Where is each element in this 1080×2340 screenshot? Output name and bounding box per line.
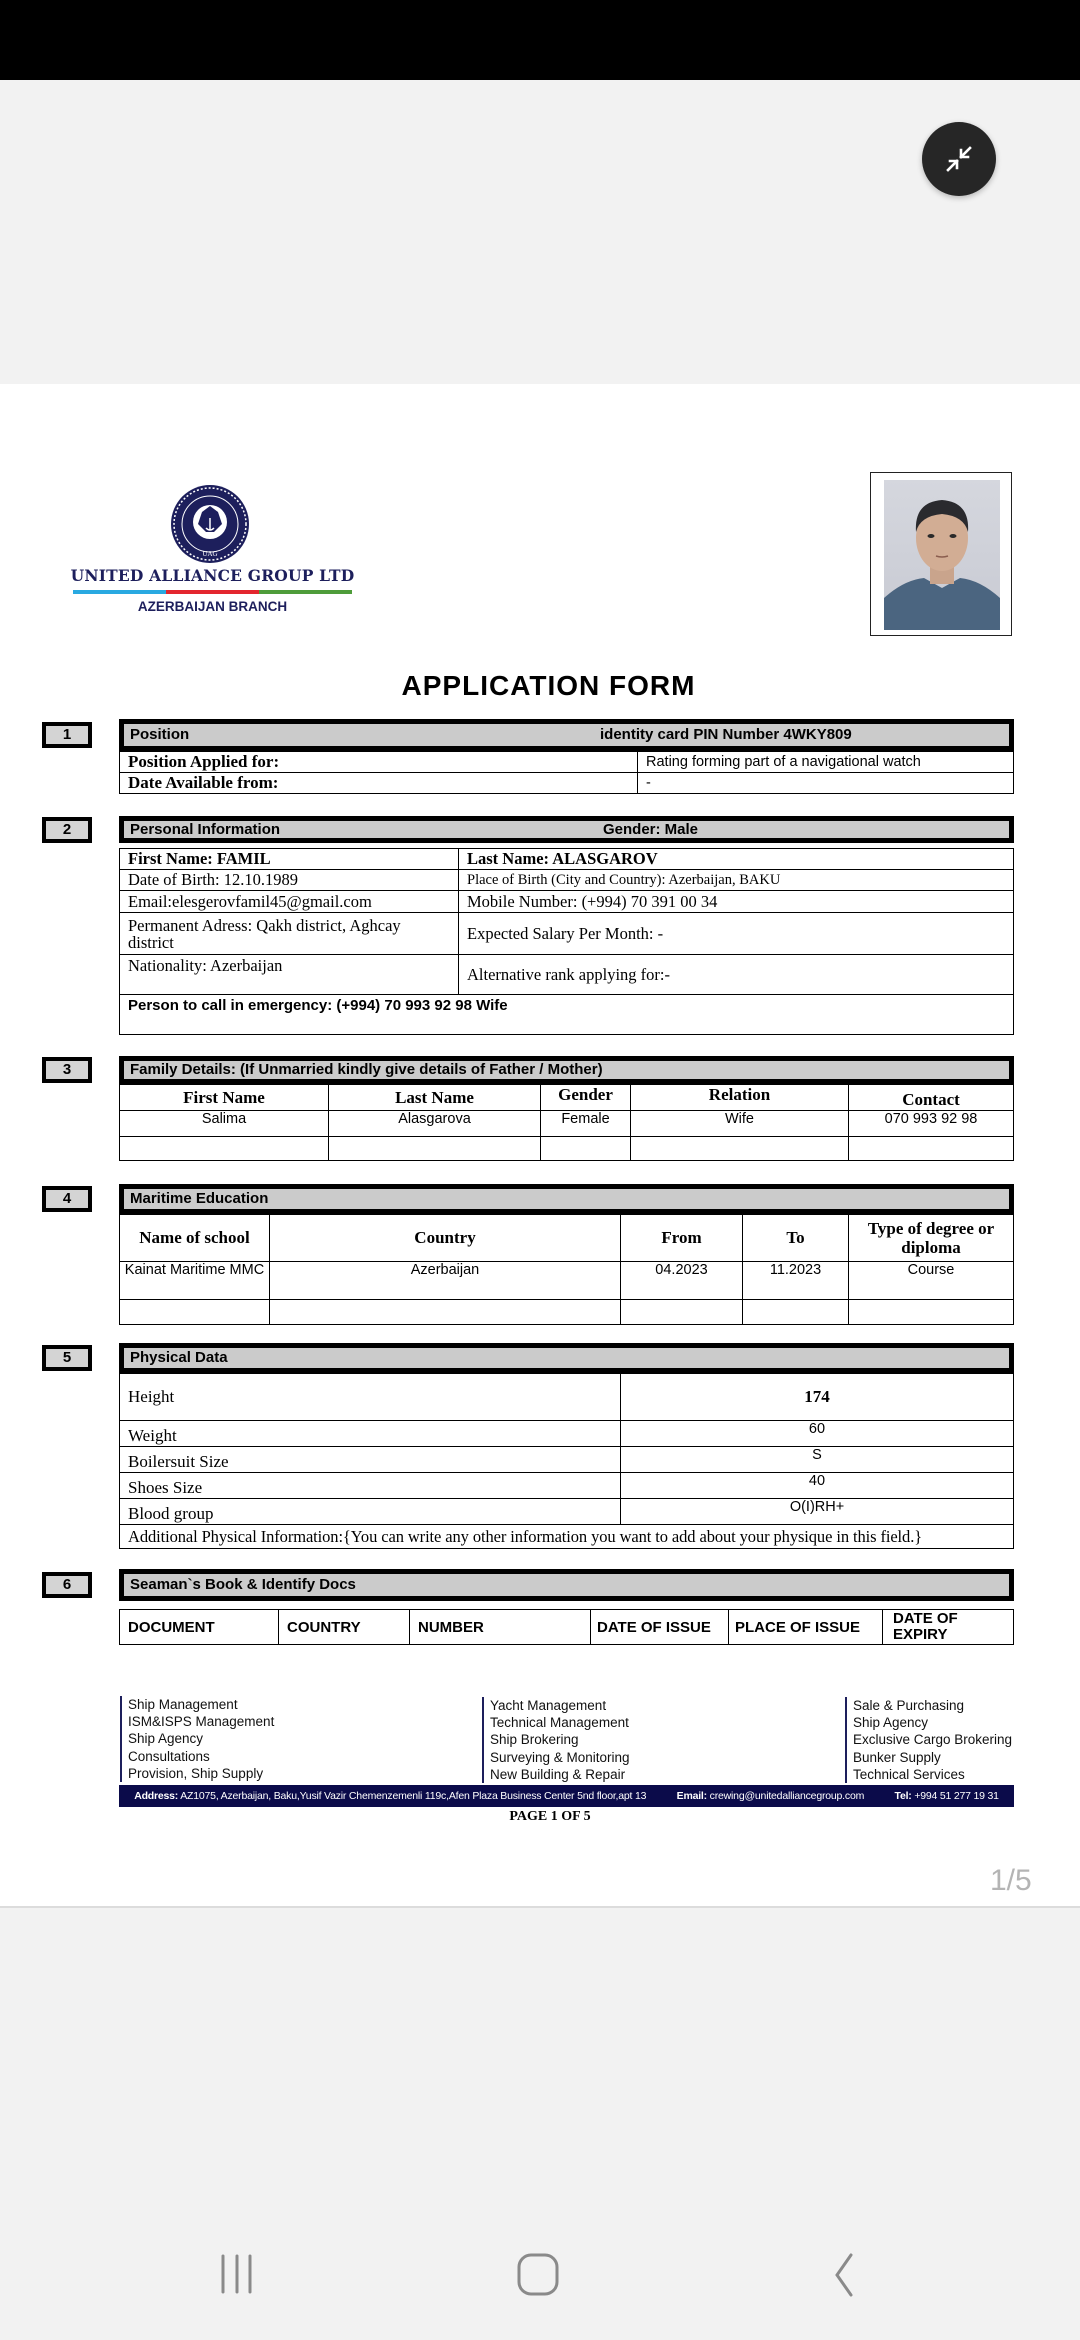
- position-applied-label: Position Applied for:: [120, 752, 638, 773]
- family-header-contact: Contact: [849, 1085, 1014, 1111]
- section-documents-header: [119, 1569, 1014, 1601]
- weight-label: Weight: [120, 1421, 621, 1447]
- footer-service: Ship Agency: [853, 1715, 929, 1731]
- collapse-button[interactable]: [922, 122, 996, 196]
- logo-color-bar: [73, 590, 352, 594]
- nationality: Nationality: Azerbaijan: [120, 955, 459, 995]
- footer-service: Technical Services: [853, 1766, 965, 1782]
- doc-header-date-of-expiry: DATE OF EXPIRY: [883, 1610, 1014, 1645]
- family-relation: Wife: [631, 1111, 849, 1137]
- doc-header-document: DOCUMENT: [120, 1610, 279, 1645]
- section-documents-title: Seaman`s Book & Identify Docs: [130, 1576, 356, 1593]
- family-header-gender: Gender: [541, 1085, 631, 1111]
- edu-school: Kainat Maritime MMC: [120, 1262, 270, 1300]
- education-row-empty: [120, 1300, 1014, 1325]
- family-empty-cell: [631, 1137, 849, 1161]
- footer-service: New Building & Repair: [490, 1766, 626, 1782]
- physical-table: [119, 1373, 1014, 1549]
- footer-address-text: AZ1075, Azerbaijan, Baku,Yusif Vazir Chemenzemenli 119c,Afen Plaza Business Center 5nd floor,apt 13: [180, 1790, 647, 1802]
- blood-group-label: Blood group: [120, 1499, 621, 1525]
- edu-empty-cell: [621, 1300, 743, 1325]
- date-available-label: Date Available from:: [120, 773, 638, 794]
- weight-value: 60: [621, 1421, 1014, 1447]
- section-1-number: 1: [42, 722, 92, 748]
- shoes-size-value: 40: [621, 1473, 1014, 1499]
- documents-table: [119, 1609, 1014, 1645]
- recents-icon[interactable]: [215, 2252, 259, 2296]
- footer-address: [134, 1790, 646, 1802]
- footer-services-col-1: [120, 1696, 274, 1782]
- footer-contact-bar: [119, 1785, 1014, 1807]
- company-name: UNITED ALLIANCE GROUP LTD: [70, 566, 355, 585]
- section-position-title: Position: [130, 726, 190, 743]
- section-6-number: 6: [42, 1572, 92, 1598]
- section-education-header: [119, 1184, 1014, 1214]
- emergency-contact: Person to call in emergency: (+994) 70 993 92 98 Wife: [120, 995, 1014, 1035]
- status-bar: [0, 0, 1080, 80]
- family-empty-cell: [849, 1137, 1014, 1161]
- doc-header-country: COUNTRY: [279, 1610, 410, 1645]
- mobile-number: Mobile Number: (+994) 70 391 00 34: [459, 891, 1014, 913]
- footer-tel: [895, 1790, 999, 1802]
- section-personal-header: [119, 816, 1014, 843]
- company-branch: AZERBAIJAN BRANCH: [137, 599, 288, 614]
- collapse-arrows-icon: [944, 144, 974, 174]
- id-pin-number: identity card PIN Number 4WKY809: [600, 726, 852, 743]
- footer-email-label: Email:: [676, 1790, 707, 1802]
- permanent-address: Permanent Adress: Qakh district, Aghcay district: [120, 913, 459, 955]
- family-header-relation: Relation: [631, 1085, 849, 1111]
- page-label: PAGE 1 OF 5: [509, 1809, 591, 1824]
- edu-degree: Course: [849, 1262, 1014, 1300]
- footer-tel-label: Tel:: [894, 1790, 912, 1802]
- additional-physical-info-text: Additional Physical Information:{You can write any other information you want to add about your physique in this field.}: [128, 1526, 923, 1546]
- footer-tel-text: +994 51 277 19 31: [914, 1790, 999, 1802]
- last-name: Last Name: ALASGAROV: [459, 849, 1014, 870]
- family-gender: Female: [541, 1111, 631, 1137]
- family-first-name: Salima: [120, 1111, 329, 1137]
- height-label: Height: [120, 1374, 621, 1421]
- edu-header-country: Country: [270, 1215, 621, 1262]
- edu-empty-cell: [743, 1300, 849, 1325]
- education-row: [120, 1262, 1014, 1300]
- place-of-birth: Place of Birth (City and Country): Azerbaijan, BAKU: [459, 870, 1014, 891]
- blood-group-value: O(I)RH+: [621, 1499, 1014, 1525]
- family-row-empty: [120, 1137, 1014, 1161]
- additional-physical-info: [120, 1525, 1014, 1549]
- family-empty-cell: [329, 1137, 541, 1161]
- edu-header-degree: Type of degree or diploma: [849, 1215, 1014, 1262]
- email: Email:elesgerovfamil45@gmail.com: [120, 891, 459, 913]
- footer-service: Technical Management: [490, 1715, 629, 1731]
- footer-service: Exclusive Cargo Brokering: [853, 1732, 1013, 1748]
- section-family-header: [119, 1056, 1014, 1084]
- footer-service: ISM&ISPS Management: [128, 1714, 275, 1730]
- edu-empty-cell: [120, 1300, 270, 1325]
- section-family-title: Family Details: (If Unmarried kindly give details of Father / Mother): [130, 1061, 603, 1078]
- company-seal-icon: [170, 484, 250, 564]
- gender-value: Gender: Male: [603, 821, 699, 838]
- footer-service: Consultations: [128, 1748, 210, 1764]
- section-4-number: 4: [42, 1186, 92, 1212]
- section-position-header: [119, 719, 1014, 751]
- footer-service: Ship Brokering: [490, 1732, 579, 1748]
- footer-services-col-3: [845, 1697, 1012, 1783]
- section-physical-header: [119, 1343, 1014, 1373]
- family-table: [119, 1084, 1014, 1161]
- education-table: [119, 1214, 1014, 1325]
- position-table: [119, 751, 1014, 794]
- section-3-number: 3: [42, 1057, 92, 1083]
- footer-email: [677, 1790, 865, 1802]
- back-icon[interactable]: [825, 2252, 861, 2298]
- section-2-number: 2: [42, 817, 92, 843]
- footer-service: Ship Agency: [128, 1731, 204, 1747]
- edu-country: Azerbaijan: [270, 1262, 621, 1300]
- edu-to: 11.2023: [743, 1262, 849, 1300]
- viewer-top-area: [0, 80, 1080, 384]
- footer-service: Sale & Purchasing: [853, 1698, 965, 1713]
- footer-email-text: crewing@unitedalliancegroup.com: [709, 1790, 865, 1802]
- family-header-first-name: First Name: [120, 1085, 329, 1111]
- family-empty-cell: [120, 1137, 329, 1161]
- position-applied-value: Rating forming part of a navigational watch: [638, 752, 1014, 773]
- section-education-title: Maritime Education: [130, 1190, 269, 1207]
- section-5-number: 5: [42, 1345, 92, 1371]
- applicant-photo: [884, 480, 1000, 630]
- edu-header-to: To: [743, 1215, 849, 1262]
- section-physical-title: Physical Data: [130, 1349, 228, 1366]
- family-last-name: Alasgarova: [329, 1111, 541, 1137]
- family-empty-cell: [541, 1137, 631, 1161]
- family-contact: 070 993 92 98: [849, 1111, 1014, 1137]
- edu-header-from: From: [621, 1215, 743, 1262]
- footer-services-col-2: [482, 1697, 630, 1783]
- edu-from: 04.2023: [621, 1262, 743, 1300]
- boilersuit-value: S: [621, 1447, 1014, 1473]
- date-of-birth: Date of Birth: 12.10.1989: [120, 870, 459, 891]
- edu-empty-cell: [270, 1300, 621, 1325]
- footer-service: Ship Management: [128, 1697, 238, 1712]
- seal-abbr: UAG: [202, 550, 218, 558]
- form-title: APPLICATION FORM: [401, 670, 696, 701]
- boilersuit-label: Boilersuit Size: [120, 1447, 621, 1473]
- navigation-bar: [0, 2230, 1080, 2320]
- edu-header-school: Name of school: [120, 1215, 270, 1262]
- footer-address-label: Address:: [134, 1790, 179, 1802]
- date-available-value: -: [638, 773, 1014, 794]
- applicant-photo-frame: [870, 472, 1012, 636]
- doc-header-place-of-issue: PLACE OF ISSUE: [729, 1610, 883, 1645]
- edu-empty-cell: [849, 1300, 1014, 1325]
- section-personal-title: Personal Information: [130, 821, 281, 838]
- family-row: [120, 1111, 1014, 1137]
- footer-service: Surveying & Monitoring: [490, 1749, 630, 1765]
- height-value: 174: [621, 1374, 1014, 1421]
- document-page: [0, 384, 1080, 1908]
- doc-header-number: NUMBER: [410, 1610, 591, 1645]
- company-logo: [70, 484, 355, 614]
- doc-header-date-of-issue: DATE OF ISSUE: [591, 1610, 729, 1645]
- personal-info-table: [119, 848, 1014, 1035]
- footer-service: Bunker Supply: [853, 1749, 941, 1765]
- page-counter: 1/5: [990, 1864, 1032, 1897]
- home-icon[interactable]: [516, 2252, 562, 2298]
- family-header-last-name: Last Name: [329, 1085, 541, 1111]
- alternative-rank: Alternative rank applying for:-: [459, 955, 1014, 995]
- footer-service: Provision, Ship Supply: [128, 1765, 264, 1781]
- expected-salary: Expected Salary Per Month: -: [459, 913, 1014, 955]
- shoes-size-label: Shoes Size: [120, 1473, 621, 1499]
- footer-service: Yacht Management: [490, 1698, 607, 1713]
- first-name: First Name: FAMIL: [120, 849, 459, 870]
